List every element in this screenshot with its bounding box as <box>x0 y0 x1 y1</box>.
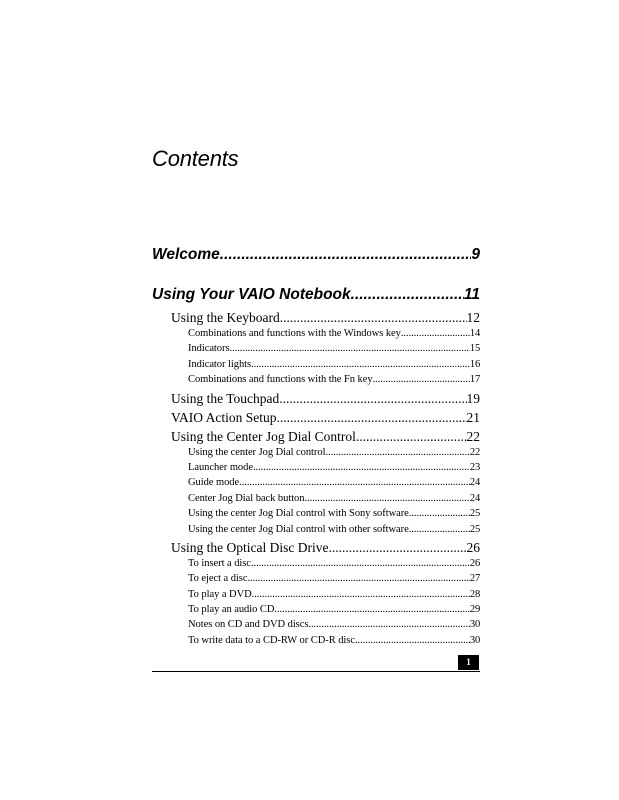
leader-dots <box>373 374 470 385</box>
toc-entry-title: Using the Keyboard <box>171 310 280 325</box>
toc-entry-title: To eject a disc <box>188 573 248 585</box>
toc-entry-title: Using Your VAIO Notebook <box>152 286 351 303</box>
toc-entry-title: Using the center Jog Dial control <box>188 446 326 458</box>
leader-dots <box>277 410 467 426</box>
toc-entry-title: Combinations and functions with the Windows key <box>188 328 401 339</box>
leader-dots <box>251 558 470 569</box>
toc-entry-welcome[interactable] <box>152 246 480 268</box>
toc-entry-back-button[interactable] <box>188 493 480 508</box>
leader-dots <box>230 343 470 354</box>
page-number-badge: 1 <box>458 655 479 670</box>
toc-entry-using-the-touchpad[interactable] <box>171 391 480 409</box>
toc-entry-center-jog-dial-control[interactable] <box>171 429 480 447</box>
toc-entry-page: 21 <box>466 409 480 425</box>
toc-entry-page: 19 <box>466 390 480 406</box>
leader-dots <box>274 604 470 615</box>
toc-entry-eject-disc[interactable] <box>188 573 480 588</box>
leader-dots <box>355 635 470 646</box>
toc-entry-jog-dial-other-software[interactable] <box>188 524 480 539</box>
toc-entry-page: 27 <box>469 573 480 585</box>
toc-entry-play-dvd[interactable] <box>188 589 480 604</box>
toc-entry-page: 12 <box>466 310 480 325</box>
toc-entry-fn-key[interactable] <box>188 374 480 389</box>
table-of-contents <box>152 246 480 650</box>
toc-entry-title: VAIO Action Setup <box>171 409 277 425</box>
toc-entry-title: To insert a disc <box>188 557 251 569</box>
toc-entry-page: 30 <box>469 634 480 646</box>
leader-dots <box>252 589 470 600</box>
toc-entry-page: 11 <box>463 286 480 303</box>
leader-dots <box>220 246 472 264</box>
leader-dots <box>279 391 466 407</box>
toc-entry-page: 30 <box>469 619 480 631</box>
toc-entry-launcher-mode[interactable] <box>188 462 480 477</box>
toc-entry-title: Using the Center Jog Dial Control <box>171 428 356 444</box>
toc-entry-play-audio-cd[interactable] <box>188 604 480 619</box>
toc-entry-title: Indicators <box>188 343 230 355</box>
page-title: Contents <box>152 146 239 171</box>
toc-entry-page: 26 <box>466 539 480 555</box>
leader-dots <box>253 462 470 473</box>
toc-entry-write-data-cd[interactable] <box>188 635 480 650</box>
toc-entry-title: Using the center Jog Dial control with other software <box>188 523 409 535</box>
toc-entry-page: 24 <box>469 492 480 504</box>
toc-entry-using-the-keyboard[interactable] <box>171 310 480 328</box>
footer-divider <box>152 671 480 672</box>
toc-entry-title: To play an audio CD <box>188 604 275 616</box>
toc-entry-page: 14 <box>469 328 480 339</box>
toc-entry-page: 16 <box>469 358 480 370</box>
toc-entry-title: Using the Touchpad <box>171 390 280 406</box>
toc-entry-page: 15 <box>469 343 480 355</box>
leader-dots <box>239 477 470 488</box>
toc-entry-notes-cd-dvd[interactable] <box>188 619 480 634</box>
toc-entry-insert-disc[interactable] <box>188 558 480 573</box>
toc-entry-title: To write data to a CD-RW or CD-R disc <box>188 634 355 646</box>
toc-entry-title: Using the Optical Disc Drive <box>171 539 329 555</box>
toc-entry-title: Welcome <box>152 246 220 263</box>
leader-dots <box>356 429 467 445</box>
toc-entry-title: Combinations and functions with the Fn key <box>188 374 373 386</box>
toc-entry-vaio-action-setup[interactable] <box>171 410 480 428</box>
toc-entry-page: 9 <box>471 246 480 263</box>
toc-entry-page: 24 <box>469 477 480 489</box>
leader-dots <box>280 310 467 326</box>
toc-entry-title: Guide mode <box>188 477 240 489</box>
toc-entry-indicator-lights[interactable] <box>188 359 480 374</box>
leader-dots <box>325 447 469 458</box>
toc-entry-using-your-vaio-notebook[interactable] <box>152 286 480 308</box>
toc-entry-jog-dial-sony-software[interactable] <box>188 508 480 523</box>
toc-entry-page: 25 <box>469 523 480 535</box>
toc-entry-page: 28 <box>469 588 480 600</box>
toc-entry-page: 29 <box>469 604 480 616</box>
toc-entry-title: Using the center Jog Dial control with Sony software <box>188 508 409 520</box>
leader-dots <box>409 508 470 519</box>
toc-entry-page: 26 <box>469 557 480 569</box>
leader-dots <box>247 573 469 584</box>
toc-entry-page: 23 <box>469 461 480 473</box>
toc-entry-indicators[interactable] <box>188 343 480 358</box>
toc-entry-title: To play a DVD <box>188 588 252 600</box>
toc-entry-optical-disc-drive[interactable] <box>171 540 480 558</box>
toc-entry-using-center-jog-dial[interactable] <box>188 447 480 462</box>
leader-dots <box>308 619 470 630</box>
toc-entry-title: Indicator lights <box>188 358 252 370</box>
leader-dots <box>251 359 470 370</box>
leader-dots <box>409 524 470 535</box>
toc-entry-page: 22 <box>469 446 480 458</box>
toc-entry-guide-mode[interactable] <box>188 477 480 492</box>
toc-entry-title: Notes on CD and DVD discs <box>188 619 309 631</box>
toc-entry-title: Center Jog Dial back button <box>188 492 305 504</box>
leader-dots <box>401 328 470 339</box>
leader-dots <box>304 493 469 504</box>
toc-entry-windows-key[interactable] <box>188 328 480 343</box>
leader-dots <box>351 286 464 304</box>
toc-entry-title: Launcher mode <box>188 461 253 473</box>
toc-entry-page: 22 <box>466 428 480 444</box>
toc-entry-page: 17 <box>469 374 480 386</box>
toc-entry-page: 25 <box>469 508 480 520</box>
leader-dots <box>328 540 466 556</box>
